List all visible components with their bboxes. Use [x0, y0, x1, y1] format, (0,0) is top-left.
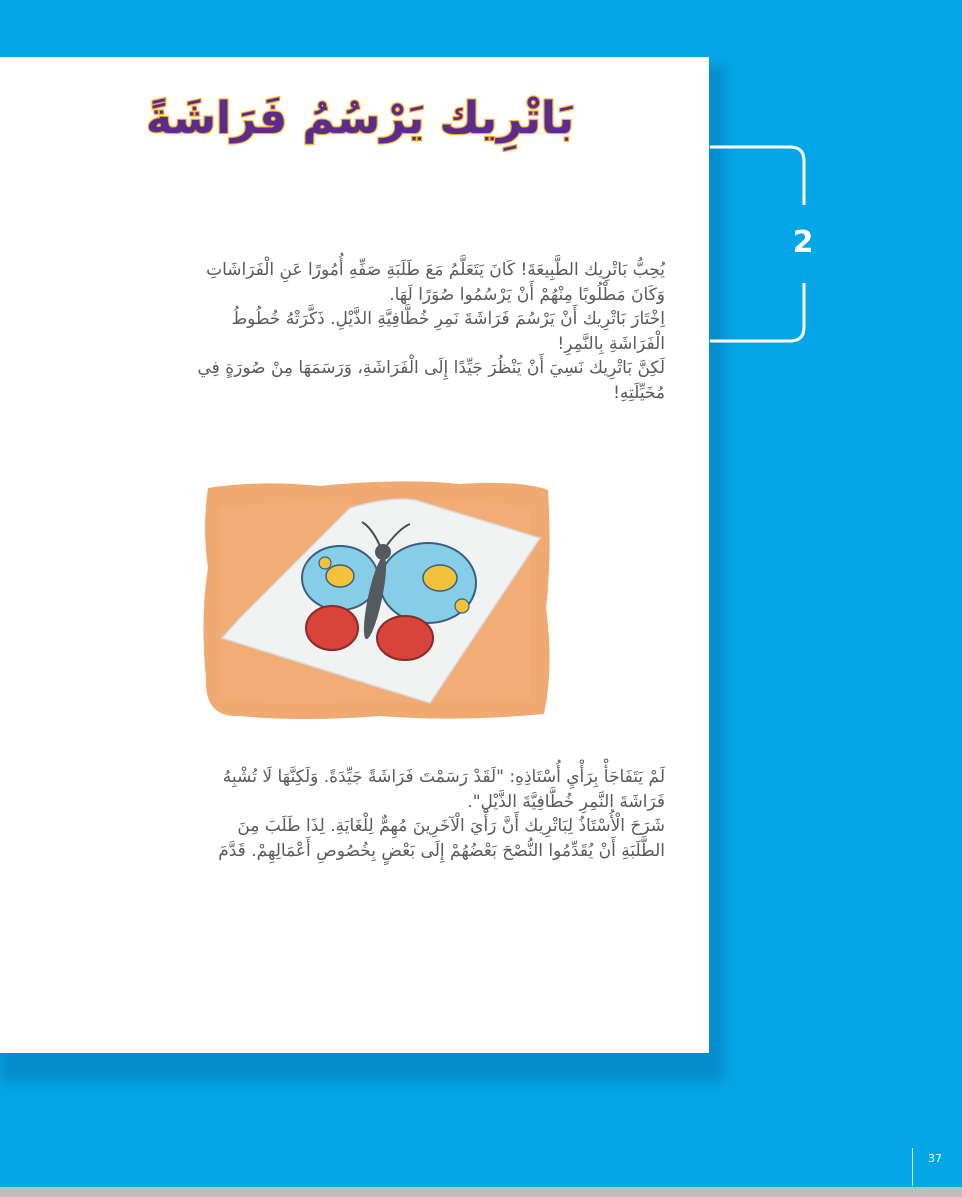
paragraph-line: فَرَاشَةَ النَّمِرِ خُطَّافِيَّةَ الذَّيْلِ". — [467, 791, 665, 812]
paragraph-line: وَكَانَ مَطْلُوبًا مِنْهُمْ أَنْ يَرْسُمُوا صُوَرًا لَهَا. — [389, 284, 665, 305]
paragraph-line: اِخْتَارَ بَاتْرِيك أَنْ يَرْسُمَ فَرَاشَةَ نَمِرِ خُطَّافِيَّةِ الذَّيْلِ. ذَكَّرَتْهُ خُطُوطُ — [231, 309, 665, 329]
paragraph-line: مُخَيِّلَتِهِ! — [613, 382, 665, 403]
paragraph-line: لَكِنَّ بَاتْرِيك نَسِيَ أَنْ يَنْظُرَ جَيِّدًا إِلَى الْفَرَاشَةِ، وَرَسَمَهَا مِنْ صُورَةٍ فِي — [197, 358, 665, 378]
story-title: بَاتْرِيك يَرْسُمُ فَرَاشَةً — [146, 93, 574, 144]
upper-left-spot-small — [319, 557, 331, 569]
lower-right-wing — [377, 616, 433, 660]
butterfly-head — [375, 544, 391, 560]
lower-left-wing — [306, 606, 358, 650]
story-paragraph-1 — [75, 258, 665, 405]
upper-left-spot — [326, 565, 354, 587]
paragraph-line: شَرَحَ الْأُسْتَاذُ لِبَاتْرِيك أَنَّ رَأْيَ الْآخَرِينَ مُهِمٌّ لِلْغَايَةِ. لِذَا طَلَبَ مِنَ — [237, 816, 665, 836]
page-number-divider — [912, 1148, 913, 1186]
chapter-number: 2 — [792, 225, 814, 260]
upper-right-spot-small — [455, 599, 469, 613]
paragraph-line: الْفَرَاشَةِ بِالنَّمِرِ! — [557, 333, 665, 354]
paragraph-line: لَمْ يَتَفَاجَأْ بِرَأْيِ أُسْتَاذِهِ: "لَقَدْ رَسَمْتَ فَرَاشَةً جَيِّدَةً. وَلَكِنَّهَا لَا تُشْبِهُ — [222, 767, 665, 787]
story-paragraph-2 — [70, 765, 665, 863]
paragraph-line: الطَّلَبَةِ أَنْ يُقَدِّمُوا النُّصْحَ بَعْضُهُمْ إِلَى بَعْضٍ بِخُصُوصِ أَعْمَالِهِمْ. قَدَّمَ — [218, 840, 665, 861]
butterfly-drawing-illustration — [200, 478, 554, 722]
page-number: 37 — [928, 1152, 942, 1165]
bottom-bar — [0, 1187, 962, 1197]
upper-right-spot — [423, 565, 457, 591]
paragraph-line: يُحِبُّ بَاتْرِيك الطَّبِيعَةَ! كَانَ يَتَعَلَّمُ مَعَ طَلَبَةِ صَفِّهِ أُمُورًا عَنِ الْفَرَاشَاتِ — [206, 260, 665, 280]
